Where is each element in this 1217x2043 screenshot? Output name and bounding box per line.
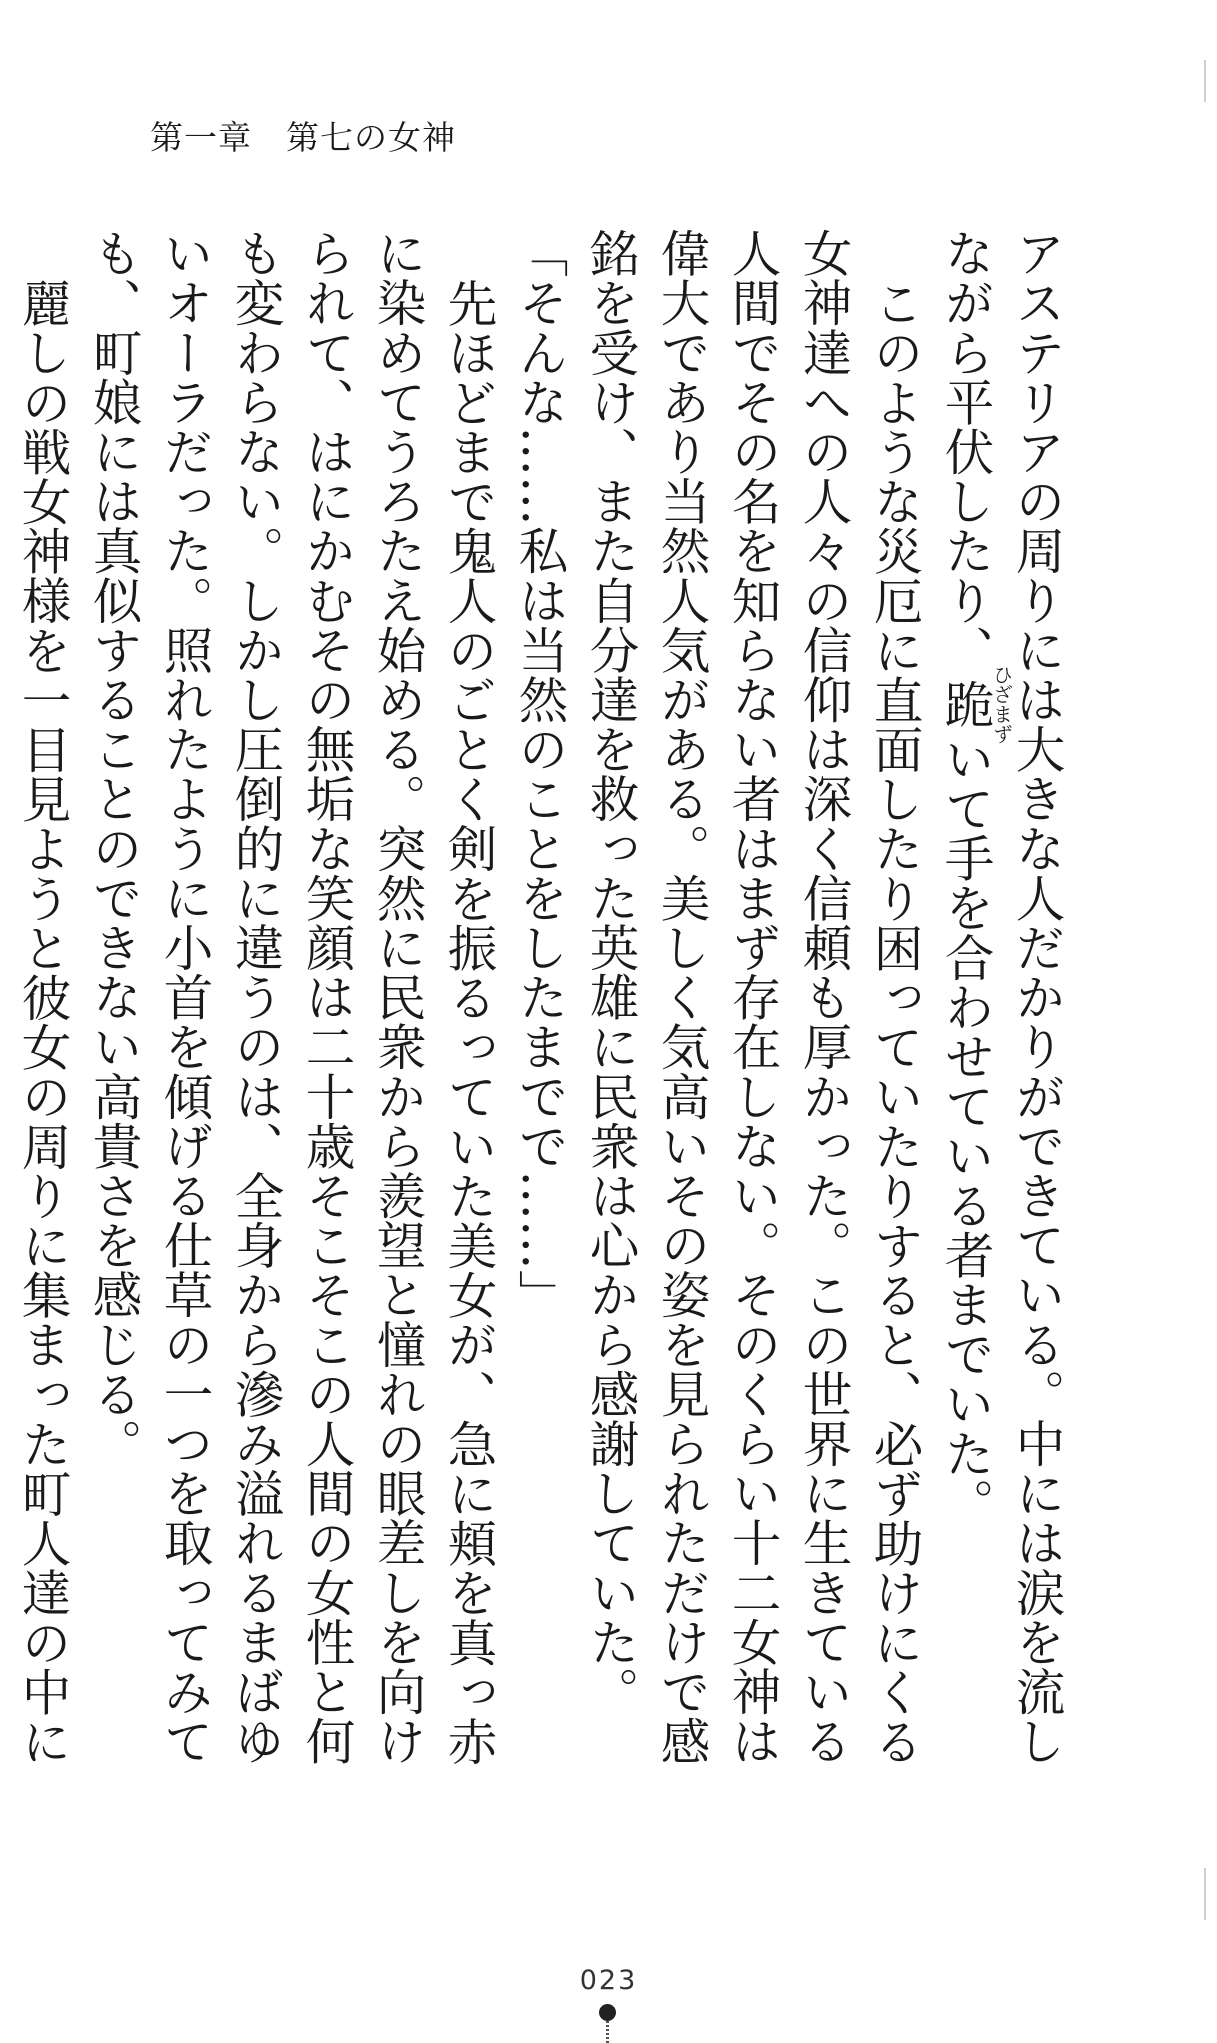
paragraph-1-part-b: いて手を合わせている者までいた。	[937, 733, 995, 1528]
folio-dot-ornament	[599, 2004, 616, 2021]
furigana-word	[937, 664, 1013, 744]
page-number: 023	[579, 1965, 638, 1996]
paragraph-1	[930, 228, 1072, 1788]
scan-edge-mark	[1204, 60, 1206, 102]
paragraph-1-part-a: アステリアの周りには大きな人だかりができている。中には涙を流しながら平伏したり、	[937, 228, 1066, 1766]
scan-edge-mark	[1204, 1868, 1206, 1920]
paragraph-3: 先ほどまで鬼人のごとく剣を振るっていた美女が、急に頬を真っ赤に染めてうろたえ始める。突然に民衆から羨望と憧れの眼差しを向けられて、はにかむその無垢な笑顔は二十歳そこそこの人間の女性と何も変わらない。しかし圧倒的に違うのは、全身から滲み溢れるまばゆいオーラだった。照れたように小首を傾げる仕草の一つを取ってみても、町娘には真似することのできない高貴さを感じる。	[85, 228, 498, 1766]
furigana-base: 跪	[937, 664, 995, 744]
paragraph-4: 麗しの戦女神様を一目見ようと彼女の周りに集まった町人達の中に	[14, 277, 72, 1766]
dialogue-1: 「そんな……私は当然のことをしたまでで……」	[511, 228, 569, 1320]
folio-line-ornament	[606, 2021, 609, 2043]
furigana-reading: ひざまず	[989, 664, 1013, 744]
running-header: 第一章 第七の女神	[150, 118, 456, 157]
vertical-body-text	[14, 228, 1072, 1788]
paragraph-2: このような災厄に直面したり困っていたりすると、必ず助けにくる女神達への人々の信仰は深く信頼も厚かった。この世界に生きている人間でその名を知らない者はまず存在しない。そのくらい十二女神は偉大であり当然人気がある。美しく気高いその姿を見られただけで感銘を受け、また自分達を救った英雄に民衆は心から感謝していた。	[582, 228, 924, 1766]
